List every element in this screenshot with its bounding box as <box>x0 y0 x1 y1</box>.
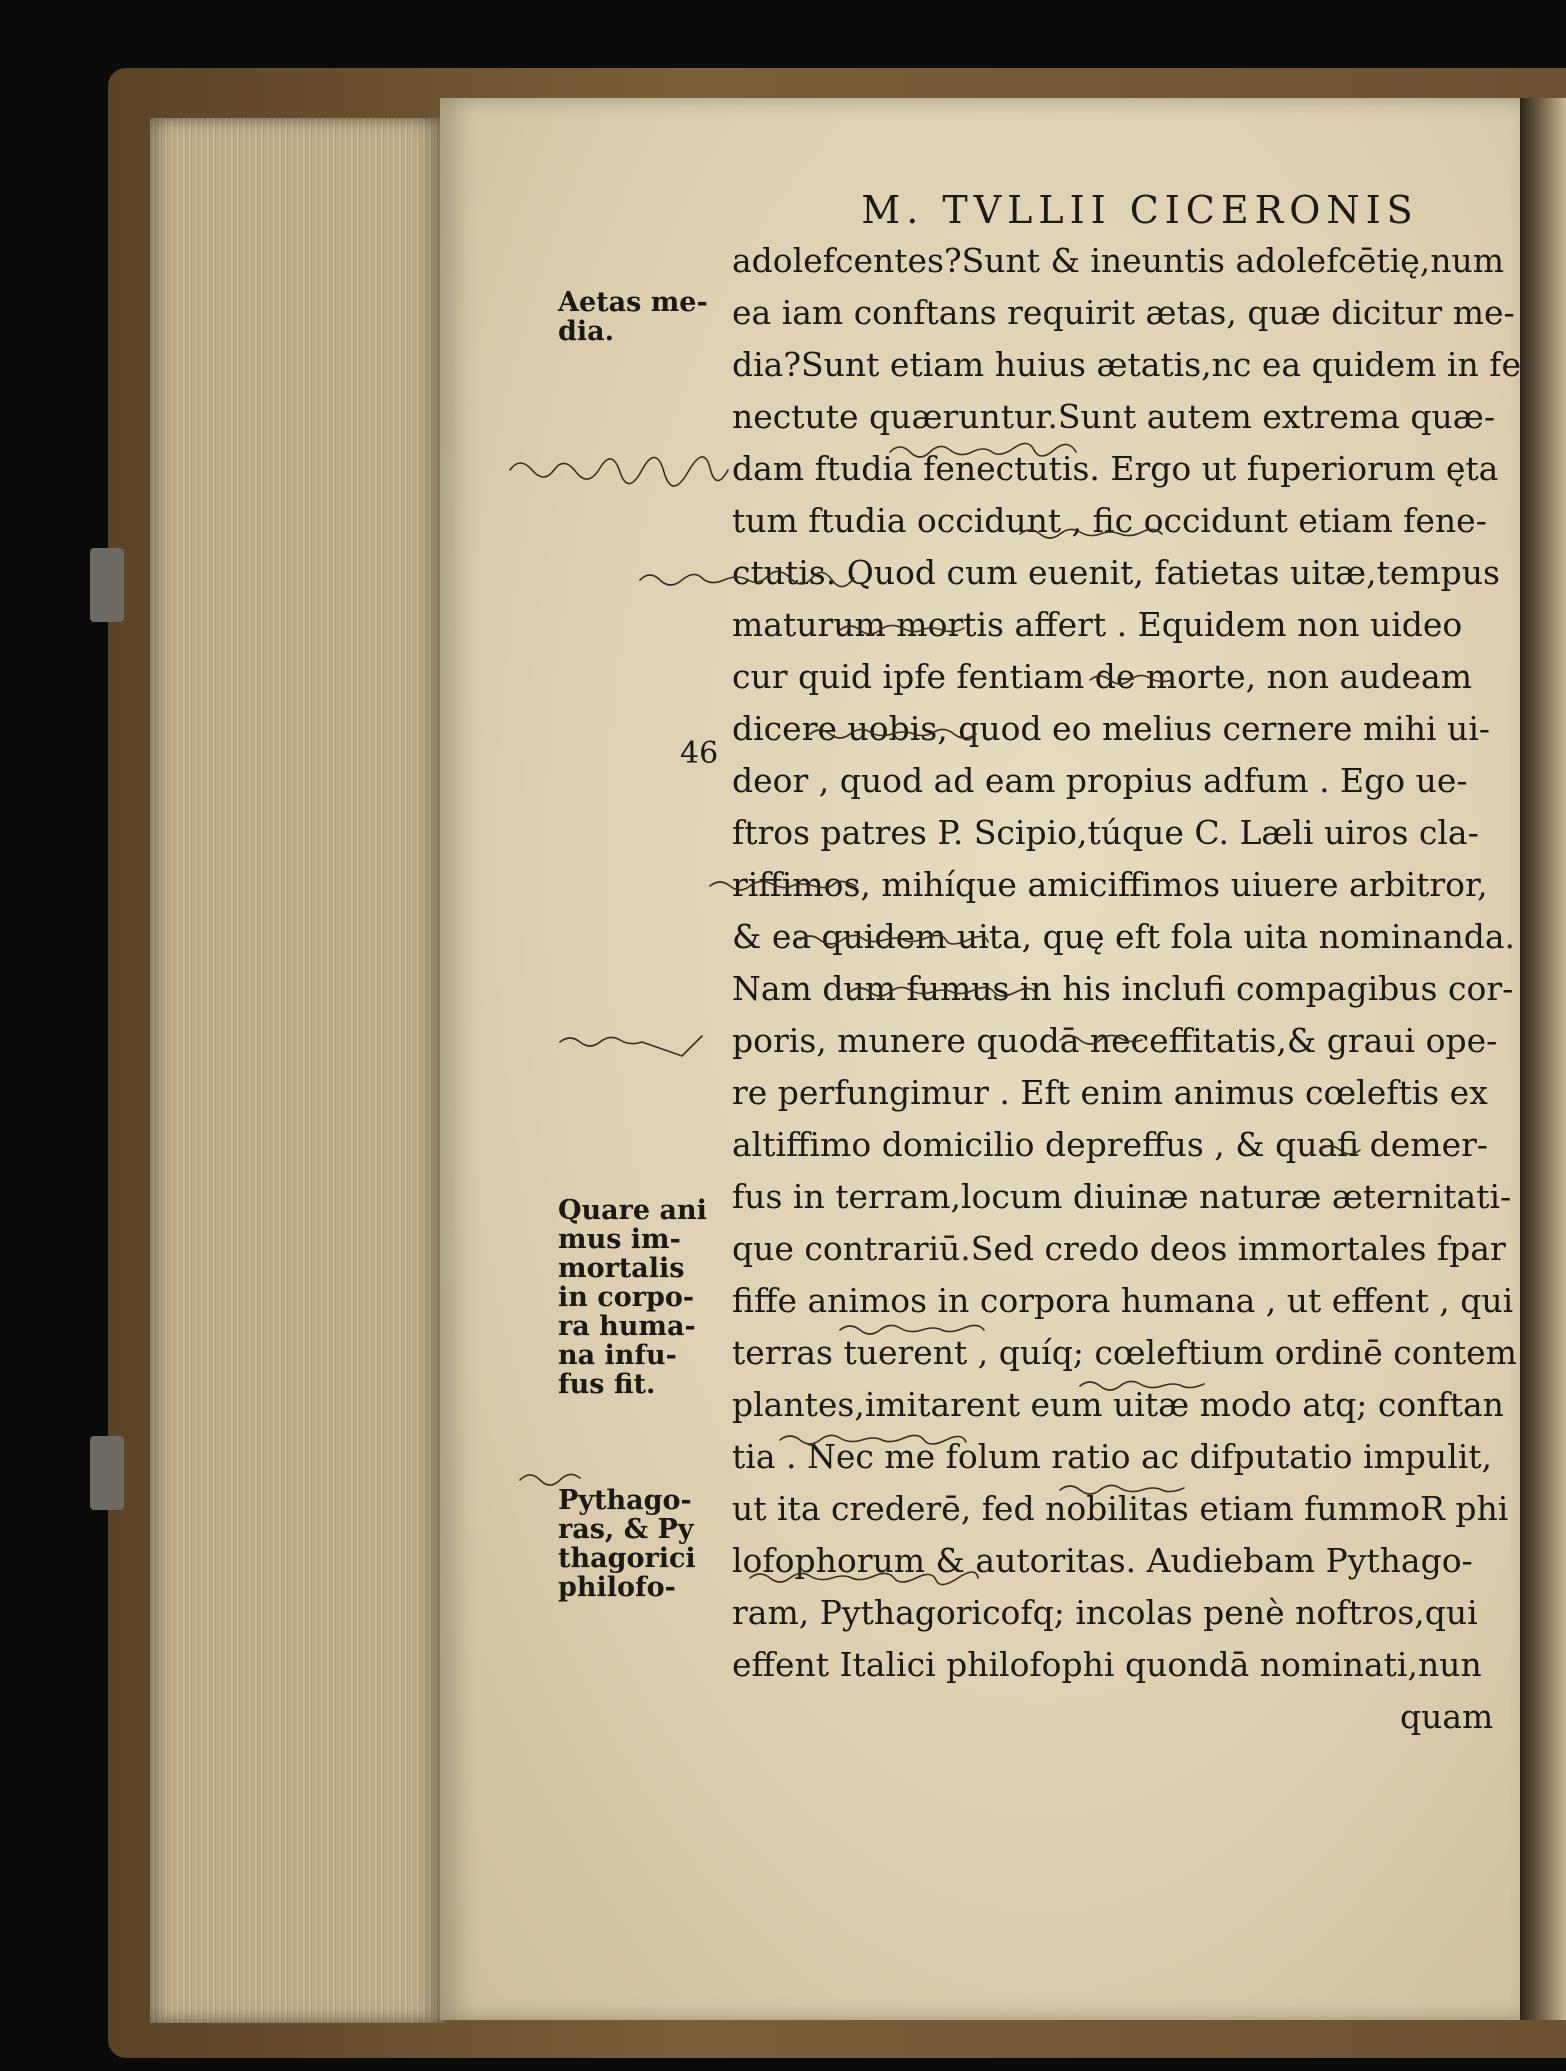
text-line: dicere uobis, quod eo melius cernere mihi ui- <box>732 709 1491 748</box>
marginal-note-line: philofo- <box>558 1572 676 1603</box>
text-line: dia?Sunt etiam huius ætatis,nc ea quidem in fe <box>732 345 1521 384</box>
text-line: deor , quod ad eam propius adfum . Ego ue- <box>732 761 1468 800</box>
text-line: plantes,imitarent eum uitæ modo atq; conftan <box>732 1385 1504 1424</box>
text-line: ea iam conftans requirit ætas, quæ dicitur me- <box>732 293 1515 332</box>
annotation-stroke <box>710 881 856 890</box>
text-line: nectute quæruntur.Sunt autem extrema quæ- <box>732 397 1495 436</box>
text-line: cur quid ipfe fentiam de morte, non audeam <box>732 657 1472 696</box>
annotation-stroke <box>640 571 854 586</box>
marginal-note-line: Pythago- <box>558 1485 692 1516</box>
text-line: altiffimo domicilio depreffus , & quafi demer- <box>732 1125 1489 1164</box>
text-line: terras tuerent , quíq; cœleftium ordinē contem <box>732 1333 1517 1372</box>
handwritten-annotations <box>500 430 1530 1610</box>
text-line: dam ftudia fenectutis. Ergo ut fuperiorum ęta <box>732 449 1499 488</box>
text-line: tum ftudia occidunt , fic occidunt etiam fene- <box>732 501 1487 540</box>
marginal-note-line: mus im- <box>558 1224 681 1255</box>
page-edges <box>150 118 445 2023</box>
clasp-top <box>90 548 124 622</box>
text-line: ram, Pythagoricofq; incolas penè noftros,qui <box>732 1593 1478 1632</box>
annotation-stroke <box>780 1435 966 1444</box>
marginal-note <box>558 288 718 346</box>
marginal-note-line: ra huma- <box>558 1311 696 1342</box>
running-head: M. TVLLII CICERONIS <box>861 188 1419 232</box>
marginal-page-number: 46 <box>680 736 719 771</box>
text-line: lofophorum & autoritas. Audiebam Pythago- <box>732 1541 1473 1580</box>
text-line: ftros patres P. Scipio,túque C. Læli uiros cla- <box>732 813 1479 852</box>
text-line: poris, munere quodā neceffitatis,& graui ope- <box>732 1021 1498 1060</box>
annotation-stroke <box>840 1325 984 1334</box>
annotation-stroke <box>890 443 1076 457</box>
annotation-stroke <box>800 935 988 944</box>
annotation-stroke <box>520 1474 580 1485</box>
marginal-note-line: fus fit. <box>558 1369 656 1400</box>
text-line: maturum mortis affert . Equidem non uideo <box>732 605 1463 644</box>
catchword: quam <box>1400 1697 1494 1736</box>
marginal-note-line: in corpo- <box>558 1282 695 1313</box>
text-line: que contrariū.Sed credo deos immortales fpar <box>732 1229 1506 1268</box>
text-line: effent Italici philofophi quondā nominati,nun <box>732 1645 1482 1684</box>
annotation-stroke <box>850 987 1036 996</box>
marginal-note-line: mortalis <box>558 1253 685 1284</box>
text-line: ctutis. Quod cum euenit, fatietas uitæ,tempus <box>732 553 1500 592</box>
annotation-stroke <box>810 729 976 738</box>
marginal-note-line: na infu- <box>558 1340 677 1371</box>
annotation-stroke <box>1320 1146 1360 1154</box>
annotation-stroke <box>1020 529 1162 538</box>
text-line: & ea quidem uita, quę eft fola uita nominanda. <box>732 917 1516 956</box>
marginal-note-line: ras, & Py <box>558 1514 694 1545</box>
annotation-stroke <box>1060 1035 1142 1044</box>
annotation-stroke <box>1080 1381 1204 1390</box>
text-line: adolefcentes?Sunt & ineuntis adolefcētię,num <box>732 241 1505 280</box>
annotation-stroke <box>840 625 964 634</box>
annotation-stroke <box>1060 1485 1184 1494</box>
text-line: ut ita crederē, fed nobilitas etiam fummoR phi <box>732 1489 1509 1528</box>
text-line: re perfungimur . Eft enim animus cœleftis ex <box>732 1073 1488 1112</box>
text-line: tia . Nec me folum ratio ac difputatio impulit, <box>732 1437 1493 1476</box>
marginal-note-line: thagorici <box>558 1543 696 1574</box>
annotation-stroke <box>1090 675 1172 684</box>
marginal-note-line: dia. <box>558 316 615 347</box>
marginal-note-line: Aetas me- <box>558 287 708 318</box>
text-line: fiffe animos in corpora humana , ut effent , qui <box>732 1281 1514 1320</box>
text-line: Nam dum fumus in his inclufi compagibus cor- <box>732 969 1514 1008</box>
text-line: fus in terram,locum diuinæ naturæ æternitati- <box>732 1177 1512 1216</box>
clasp-bottom <box>90 1436 124 1510</box>
annotation-stroke <box>560 1036 702 1056</box>
annotation-stroke <box>750 1572 978 1585</box>
annotation-stroke <box>510 457 728 486</box>
marginal-note-line: Quare ani <box>558 1195 707 1226</box>
text-line: riffimos, mihíque amiciffimos uiuere arbitror, <box>732 865 1488 904</box>
